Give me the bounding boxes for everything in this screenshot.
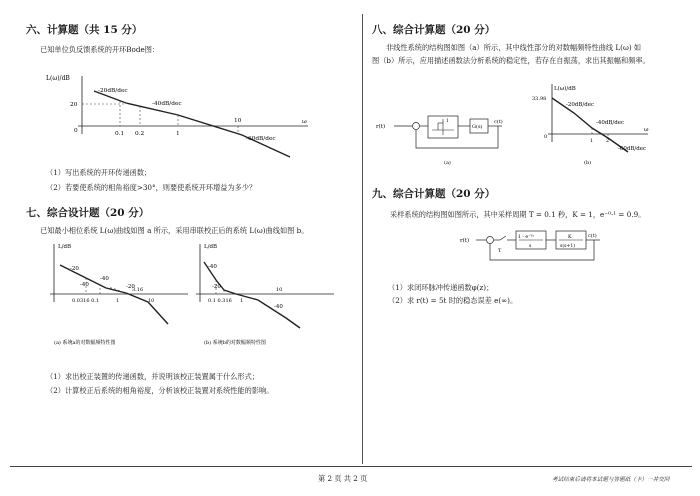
q9-sampled-diagram <box>460 228 610 274</box>
q6-omega: ω <box>302 119 307 125</box>
q7-figure-a <box>40 240 190 350</box>
q7a-ticks: 0.0316 0.1 <box>72 298 100 304</box>
q6-item-1: （1）写出系统的开环传递函数； <box>46 168 152 177</box>
q8b-caption: (b) <box>584 160 592 166</box>
q8-figure-b <box>530 80 680 170</box>
q9-k-den: s(s+1) <box>560 244 576 249</box>
q7-title: 七、综合设计题（20 分） <box>26 207 150 219</box>
q9-zoh: 1 - e⁻ᵀˢ <box>518 235 535 240</box>
q7b-m40b: -40 <box>274 304 283 310</box>
q6-slope2: -40dB/dec <box>152 101 182 107</box>
q9-item-1: （1）求闭环脉冲传递函数φ(z)； <box>388 283 494 292</box>
q6-x10: 10 <box>234 118 242 124</box>
page-number: 第 2 页 共 2 页 <box>318 474 368 483</box>
q7-item-2: （2）计算校正后系统的相角裕度，分析该校正装置对系统性能的影响。 <box>46 386 274 395</box>
q8b-one: 1 <box>590 138 594 144</box>
q6-x02: 0.2 <box>135 131 145 137</box>
q7a-m40a: -40 <box>100 276 109 282</box>
q8a-c: c(t) <box>494 119 503 125</box>
q6-origin: 0 <box>74 128 78 134</box>
q7b-m20: -20 <box>212 284 221 290</box>
q6-ylabel: L(ω)/dB <box>46 75 70 82</box>
q9-title: 九、综合计算题（20 分） <box>372 188 496 200</box>
q8-figure-a <box>376 108 516 168</box>
q7-item-1: （1）求出校正装置的传递函数，并说明该校正装置属于什么形式； <box>46 372 260 381</box>
q8b-two: 2 <box>606 138 610 144</box>
q6-bode-plot <box>40 72 310 162</box>
q8a-g: G(s) <box>472 124 483 130</box>
q8b-m20: -20dB/dec <box>566 102 595 108</box>
q9-intro: 采样系统的结构图如图所示，其中采样周期 T = 0.1 秒，K = 1，e⁻⁰·¹ = 0.9。 <box>390 210 646 219</box>
q7b-ticks: 0.1 0.316 <box>208 298 232 304</box>
q8b-ylabel: L(ω)/dB <box>554 86 576 92</box>
q8a-r: r(t) <box>376 124 386 130</box>
q6-y20: 20 <box>70 102 78 108</box>
q9-r: r(t) <box>460 238 470 244</box>
q8-line-1: 非线性系统的结构图如图（a）所示，其中线性部分的对数幅频特性曲线 L(ω) 如 <box>386 43 642 52</box>
q9-c: c(t) <box>588 233 597 239</box>
q8-line-2: 图（b）所示，应用描述函数法分析系统的稳定性，若存在自振荡，求出其振幅和频率。 <box>372 56 650 65</box>
q7b-m40: -40 <box>208 264 217 270</box>
q7a-ten: 10 <box>148 298 155 304</box>
q9-item-2: （2）求 r(t) = 5t 时的稳态误差 e(∞)。 <box>388 296 518 305</box>
q9-zoh-den: s <box>529 244 532 249</box>
footer-note: 考试结束后请将本试题与答题纸（卡）一并交回 <box>552 477 670 483</box>
q6-slope1: -20dB/dec <box>98 88 128 94</box>
q7a-m20b: -20 <box>126 284 135 290</box>
q8a-caption: (a) <box>444 160 451 166</box>
q6-title: 六、计算题（共 15 分） <box>26 24 143 36</box>
q8b-omega: ω <box>644 127 649 133</box>
q6-x1: 1 <box>176 131 180 137</box>
q7b-ten: 10 <box>276 287 283 293</box>
q7a-m40b: -40 <box>80 282 89 288</box>
q6-item-2: （2）若要使系统的相角裕度>30°，则要使系统开环增益为多少？ <box>46 183 257 192</box>
q7a-one: 1 <box>116 298 120 304</box>
q7a-m20: -20 <box>70 266 79 272</box>
q6-slope3: -60dB/dec <box>246 136 276 142</box>
column-divider <box>362 14 363 464</box>
q8-title: 八、综合计算题（20 分） <box>372 24 496 36</box>
footer-rule <box>10 466 692 467</box>
q7b-ylabel: L/dB <box>204 244 218 250</box>
q8b-m40: -40dB/dec <box>596 120 625 126</box>
q9-K: K <box>568 235 572 240</box>
q9-T: T <box>498 248 502 254</box>
q7b-one: 1 <box>240 298 244 304</box>
q6-x01: 0.1 <box>115 131 125 137</box>
q6-intro: 已知单位负反馈系统的开环Bode图： <box>40 45 160 54</box>
q7-figure-b <box>186 240 336 350</box>
q7a-caption: (a) 系统a的对数幅频特性图 <box>54 340 116 346</box>
q7b-caption: (b) 系统b的对数幅频特性图 <box>204 340 266 346</box>
q7a-three: 3.16 <box>132 287 144 293</box>
q8b-m60: -60dB/dec <box>618 146 647 152</box>
q8b-zero: 0 <box>544 134 548 140</box>
q8a-one: 1 <box>446 119 449 124</box>
q7-intro: 已知最小相位系统 L(ω)曲线如图 a 所示，采用串联校正后的系统 L(ω)曲线如图 b。 <box>40 226 309 235</box>
q7a-ylabel: L/dB <box>58 244 72 250</box>
q8b-y: 33.98 <box>532 96 547 102</box>
